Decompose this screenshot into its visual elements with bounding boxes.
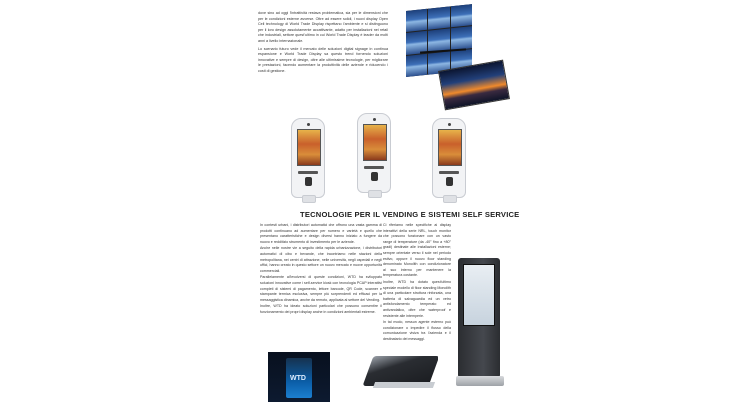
right-paragraph-2: Inoltre, WTD ha dotato quest'ultimo speciale modello di floor standing Monolith di una particolare struttura rinforzata, una batteria di salvaguardia ed un vetro antisfondamento temperato ed antivandalico, oltre che waterproof e resistente alle intemperie. <box>383 279 451 318</box>
intro-paragraph-1: dove sino ad oggi l'intrattività restava problematica, sia per le dimensioni che per le condizioni esterne avverse. Oltre ad essere solidi, i nuovi display Open Cell technology di World Trade Display rispettano l'ambiente e si distinguono per il loro design assolutamente accattivante, adatto per installazioni nei retail che industriali, settore quest'ultimo in cui World Trade Display è leader da molti anni a livello internazionale. <box>258 11 388 43</box>
left-paragraph-1: In contesti urbani, i distributori automatici che offrono una vasta gamma di prodotti continuano ad aumentare per numero e varietà e quello che presentano caratteristiche e design diversi hanno iniziato a fungere da nuovo e redditizio strumento di investimento per le aziende. <box>260 223 382 244</box>
text-column-left <box>260 223 382 316</box>
text-column-right <box>383 223 451 342</box>
intro-paragraph-2: Lo scenario futuro vede il mercato delle soluzioni digital signage in continua espansione e World Trade Display sa questo trend fornendo soluzioni innovative e sempre di design, oltre alle ultimissime tecnologie, per migliorare le prestazioni, facendo aumentare la produttività delle aziende e riducendo i costi di gestione. <box>258 46 388 73</box>
section-heading: TECNOLOGIE PER IL VENDING E SISTEMI SELF SERVICE <box>300 210 520 219</box>
intro-text <box>258 11 388 75</box>
left-paragraph-4: Inoltre, WTD ha ideato soluzioni particolari che possono consentire il funzionamento dei propri display anche in condizioni ambientali estreme. <box>260 304 382 314</box>
wtd-logo: WTD <box>290 375 306 382</box>
kiosk-image-center <box>357 113 391 193</box>
left-paragraph-3: Parallelamente all'evolversi di queste condizioni, WTD ha sviluppato soluzioni innovative come i self-service kiosk con tecnologia PCAP interattivi completi di sistemi di pagamento, lettore barcode, QR Code, scanner e stampante termica esclusiva, sempre più sorprendenti ed efficaci per la messaggistica dinamica, anche da remoto, applicata al settore del Vending. <box>260 275 382 302</box>
left-paragraph-2: Anche nelle nostre vie a seguito della rapida urbanizzazione, i distributori automatici di cibo e bevande, che incontriamo nelle stazioni della metropolitana, nei centri di attrazione, nelle università, negli ospedali e negli uffici, hanno creato in questo settore un nuovo mercato e nuove opportunità commerciali. <box>260 246 382 273</box>
right-paragraph-1: Ci riferiamo nelle specifiche ai display interattivi della serie NRL, touch monitor che possono funzionare con un vasto range di temperature (da -40° fino a +80° gradi) destinate alle installazioni esterne; sempre orientate verso il sole nel periodo estivo, oppure il nuovo floor standing denominato Monolith con condizionatore al suo interno per mantenere la temperatura costante. <box>383 223 451 278</box>
kiosk-image-right <box>432 118 466 198</box>
right-paragraph-3: In tal modo, nessun agente esterno può condizionare o impedire il flusso della comunicazione visiva tra l'azienda e il destinatario dei messaggi. <box>383 320 451 341</box>
vending-screen-photo <box>268 352 330 402</box>
kiosk-image-left <box>291 118 325 198</box>
display-bezel-photo <box>362 352 438 398</box>
monolith-totem-image <box>456 258 504 390</box>
